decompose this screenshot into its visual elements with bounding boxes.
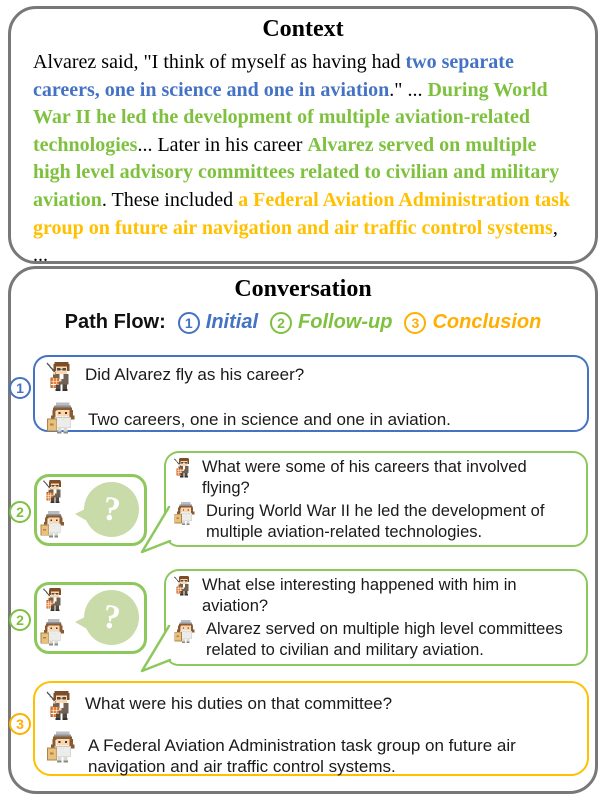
turn-4-bubble bbox=[33, 681, 589, 776]
turn-1-bubble bbox=[33, 355, 589, 432]
conversation-title: Conversation bbox=[234, 276, 372, 302]
teacher-icon bbox=[173, 457, 195, 481]
turn-3-thinking-box bbox=[34, 582, 147, 654]
context-segment: ... Later in his career bbox=[137, 133, 308, 156]
context-segment: . These included bbox=[101, 188, 239, 211]
context-panel bbox=[8, 6, 598, 267]
teacher-icon bbox=[45, 690, 78, 725]
answer-text: Two careers, one in science and one in aviation. bbox=[88, 410, 451, 429]
turn-2-number-icon: 2 bbox=[9, 501, 31, 523]
legend-item-followup bbox=[270, 311, 392, 334]
turn-3-number-icon: 2 bbox=[9, 609, 31, 631]
student-icon bbox=[173, 619, 199, 647]
teacher-icon bbox=[45, 361, 78, 396]
context-segment: Alvarez said, "I think of myself as having had bbox=[33, 51, 406, 73]
circled-number-3-icon: 3 bbox=[404, 312, 426, 334]
turn-1-number-icon: 1 bbox=[9, 377, 31, 399]
legend-item-conclusion bbox=[404, 311, 541, 334]
answer-text: A Federal Aviation Administration task group on future air navigation and air traffic control systems. bbox=[88, 736, 516, 777]
conversation-panel bbox=[8, 266, 598, 794]
legend-label-initial: Initial bbox=[205, 311, 259, 333]
context-title: Context bbox=[262, 16, 344, 42]
context-segment-initial: two separate careers, one in science and one in aviation bbox=[33, 51, 514, 101]
question-text: What were his duties on that committee? bbox=[85, 694, 393, 713]
teacher-icon bbox=[42, 587, 68, 615]
context-segment: ." ... bbox=[389, 78, 428, 101]
legend-label-followup: Follow-up bbox=[298, 311, 393, 333]
context-segment-conclusion: a Federal Aviation Administration task group on future air navigation and air traffic control systems bbox=[33, 188, 571, 239]
turn-3-bubble bbox=[164, 569, 588, 666]
legend-label-conclusion: Conclusion bbox=[432, 311, 542, 333]
question-mark: ? bbox=[100, 597, 123, 637]
turn-2-thinking-box bbox=[34, 474, 147, 546]
question-text: Did Alvarez fly as his career? bbox=[85, 365, 305, 384]
question-text: What were some of his careers that involved flying? bbox=[202, 458, 527, 498]
student-icon bbox=[173, 501, 199, 529]
student-icon bbox=[39, 510, 69, 542]
answer-row bbox=[173, 619, 576, 662]
teacher-icon bbox=[42, 479, 68, 507]
answer-text: During World War II he led the development of multiple aviation-related technologies. bbox=[206, 501, 545, 542]
student-icon bbox=[45, 730, 81, 768]
question-balloon-icon bbox=[84, 590, 139, 645]
answer-row bbox=[173, 501, 576, 544]
circled-number-2-icon: 2 bbox=[270, 312, 292, 334]
context-paragraph bbox=[33, 49, 575, 270]
question-row bbox=[173, 457, 576, 500]
teacher-icon bbox=[173, 575, 195, 599]
context-segment: , ... bbox=[33, 216, 558, 267]
path-flow-legend bbox=[11, 311, 595, 334]
answer-row bbox=[45, 401, 577, 439]
answer-row bbox=[45, 730, 577, 778]
question-row bbox=[173, 575, 576, 618]
question-balloon-icon bbox=[84, 482, 139, 537]
turn-4-number-icon: 3 bbox=[9, 713, 31, 735]
answer-text: Alvarez served on multiple high level committees related to civilian and military aviation. bbox=[206, 619, 563, 660]
question-mark: ? bbox=[100, 489, 123, 529]
student-icon bbox=[39, 618, 69, 650]
path-flow-label: Path Flow: bbox=[64, 311, 166, 333]
turn-2-bubble bbox=[164, 451, 588, 547]
context-segment-followup: During World War II he led the development of multiple aviation-related technologies bbox=[33, 78, 548, 156]
question-text: What else interesting happened with him in aviation? bbox=[202, 576, 517, 616]
circled-number-1-icon: 1 bbox=[178, 312, 200, 334]
question-row bbox=[45, 361, 577, 396]
student-icon bbox=[45, 401, 81, 439]
context-segment-followup: Alvarez served on multiple high level advisory committees related to civilian and military aviation bbox=[33, 133, 560, 211]
legend-item-initial bbox=[178, 311, 258, 334]
question-row bbox=[45, 690, 577, 725]
